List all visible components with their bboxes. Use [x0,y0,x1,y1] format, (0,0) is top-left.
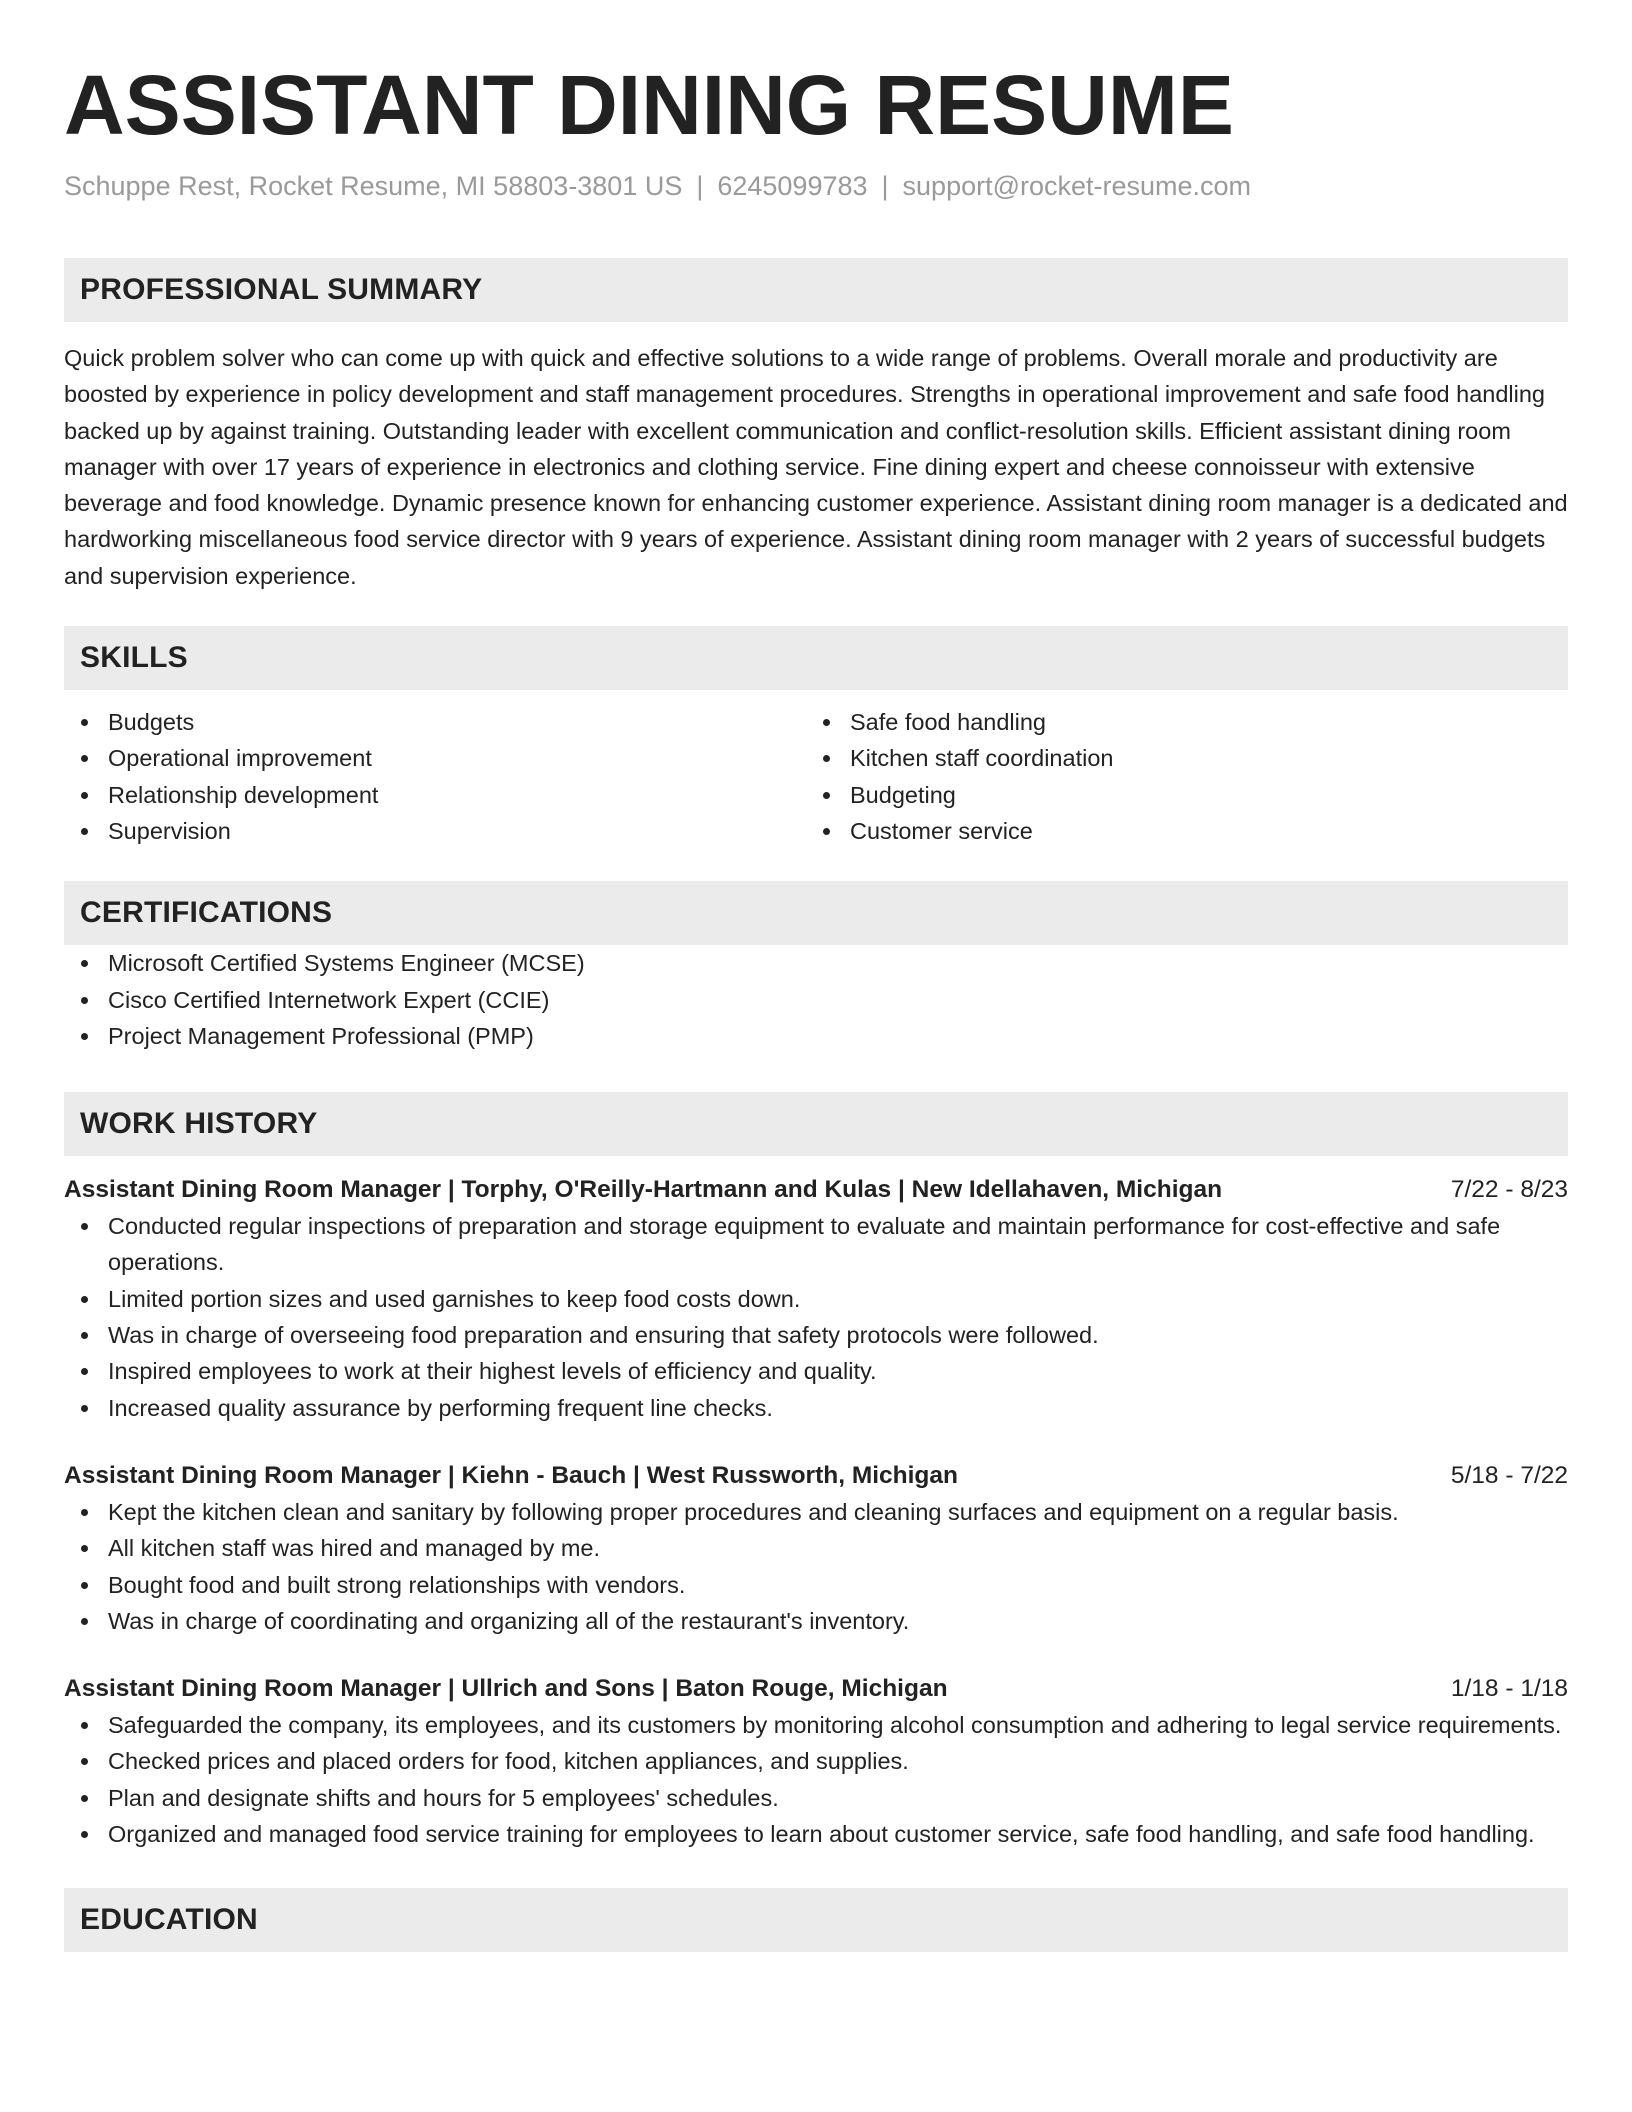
job-bullet: Limited portion sizes and used garnishes to keep food costs down. [64,1281,1568,1317]
job-bullet: Safeguarded the company, its employees, and its customers by monitoring alcohol consumption and adhering to legal service requirements. [64,1707,1568,1743]
skills-section [64,626,1568,849]
job-title: Assistant Dining Room Manager | Kiehn - Bauch | West Russworth, Michigan [64,1461,958,1489]
skill-item: Budgets [64,704,806,740]
contact-separator: | [696,171,704,201]
job-bullet: Checked prices and placed orders for food, kitchen appliances, and supplies. [64,1743,1568,1779]
contact-separator: | [881,171,889,201]
job-bullets [64,1707,1568,1852]
work-history-section [64,1092,1568,1852]
contact-line [64,168,1568,204]
certification-item: Project Management Professional (PMP) [64,1018,1568,1054]
job-bullet: Was in charge of coordinating and organizing all of the restaurant's inventory. [64,1603,1568,1639]
job-title: Assistant Dining Room Manager | Ullrich and Sons | Baton Rouge, Michigan [64,1675,948,1703]
certifications-list [64,945,1568,1054]
job-bullets [64,1494,1568,1639]
summary-section [64,258,1568,594]
contact-address: Schuppe Rest, Rocket Resume, MI 58803-3801 US [64,171,683,201]
job-bullet: Was in charge of overseeing food preparation and ensuring that safety protocols were followed. [64,1317,1568,1353]
skills-list-right [806,704,1548,849]
resume-page [64,0,1568,1952]
skill-item: Operational improvement [64,740,806,776]
skills-list-left [64,704,806,849]
contact-email: support@rocket-resume.com [902,171,1252,201]
certification-item: Microsoft Certified Systems Engineer (MCSE) [64,945,1568,981]
job-bullet: Increased quality assurance by performing frequent line checks. [64,1390,1568,1426]
skills-heading: SKILLS [64,626,1568,690]
job-bullet: Organized and managed food service training for employees to learn about customer service, safe food handling, and safe food handling. [64,1816,1568,1852]
job-header [64,1671,1568,1707]
contact-phone: 6245099783 [717,171,868,201]
education-heading: EDUCATION [64,1888,1568,1952]
certification-item: Cisco Certified Internetwork Expert (CCIE) [64,982,1568,1018]
skills-grid [64,704,1568,849]
skill-item: Budgeting [806,777,1548,813]
summary-text: Quick problem solver who can come up with quick and effective solutions to a wide range of problems. Overall morale and productivity are boosted by experience in policy development and staff management procedures. Strengths in operational improvement and safe food handling backed up by against training. Outstanding leader with excellent communication and conflict-resolution skills. Efficient assistant dining room manager with over 17 years of experience in electronics and clothing service. Fine dining expert and cheese connoisseur with extensive beverage and food knowledge. Dynamic presence known for enhancing customer experience. Assistant dining room manager is a dedicated and hardworking miscellaneous food service director with 9 years of experience. Assistant dining room manager with 2 years of successful budgets and supervision experience. [64,345,1568,589]
job-bullet: Inspired employees to work at their highest levels of efficiency and quality. [64,1353,1568,1389]
skill-item: Customer service [806,813,1548,849]
job-header [64,1458,1568,1494]
job-bullet: Bought food and built strong relationships with vendors. [64,1567,1568,1603]
skill-item: Relationship development [64,777,806,813]
job-bullet: All kitchen staff was hired and managed by me. [64,1530,1568,1566]
job-dates: 5/18 - 7/22 [1450,1461,1568,1489]
job-bullet: Plan and designate shifts and hours for 5 employees' schedules. [64,1780,1568,1816]
job-entry [64,1671,1568,1852]
summary-heading: PROFESSIONAL SUMMARY [64,258,1568,322]
job-entry [64,1458,1568,1639]
job-title: Assistant Dining Room Manager | Torphy, O'Reilly-Hartmann and Kulas | New Idellahaven, Michigan [64,1176,1223,1204]
work-history-heading: WORK HISTORY [64,1092,1568,1156]
certifications-heading: CERTIFICATIONS [64,881,1568,945]
resume-title: ASSISTANT DINING RESUME [64,58,1234,152]
skill-item: Supervision [64,813,806,849]
skill-item: Safe food handling [806,704,1548,740]
education-section [64,1888,1568,1952]
job-bullet: Conducted regular inspections of preparation and storage equipment to evaluate and maintain performance for cost-effective and safe operations. [64,1208,1568,1281]
job-entry [64,1172,1568,1426]
certifications-section [64,881,1568,1054]
job-bullet: Kept the kitchen clean and sanitary by following proper procedures and cleaning surfaces and equipment on a regular basis. [64,1494,1568,1530]
job-bullets [64,1208,1568,1426]
skill-item: Kitchen staff coordination [806,740,1548,776]
job-header [64,1172,1568,1208]
job-dates: 1/18 - 1/18 [1450,1675,1568,1703]
job-dates: 7/22 - 8/23 [1450,1176,1568,1204]
